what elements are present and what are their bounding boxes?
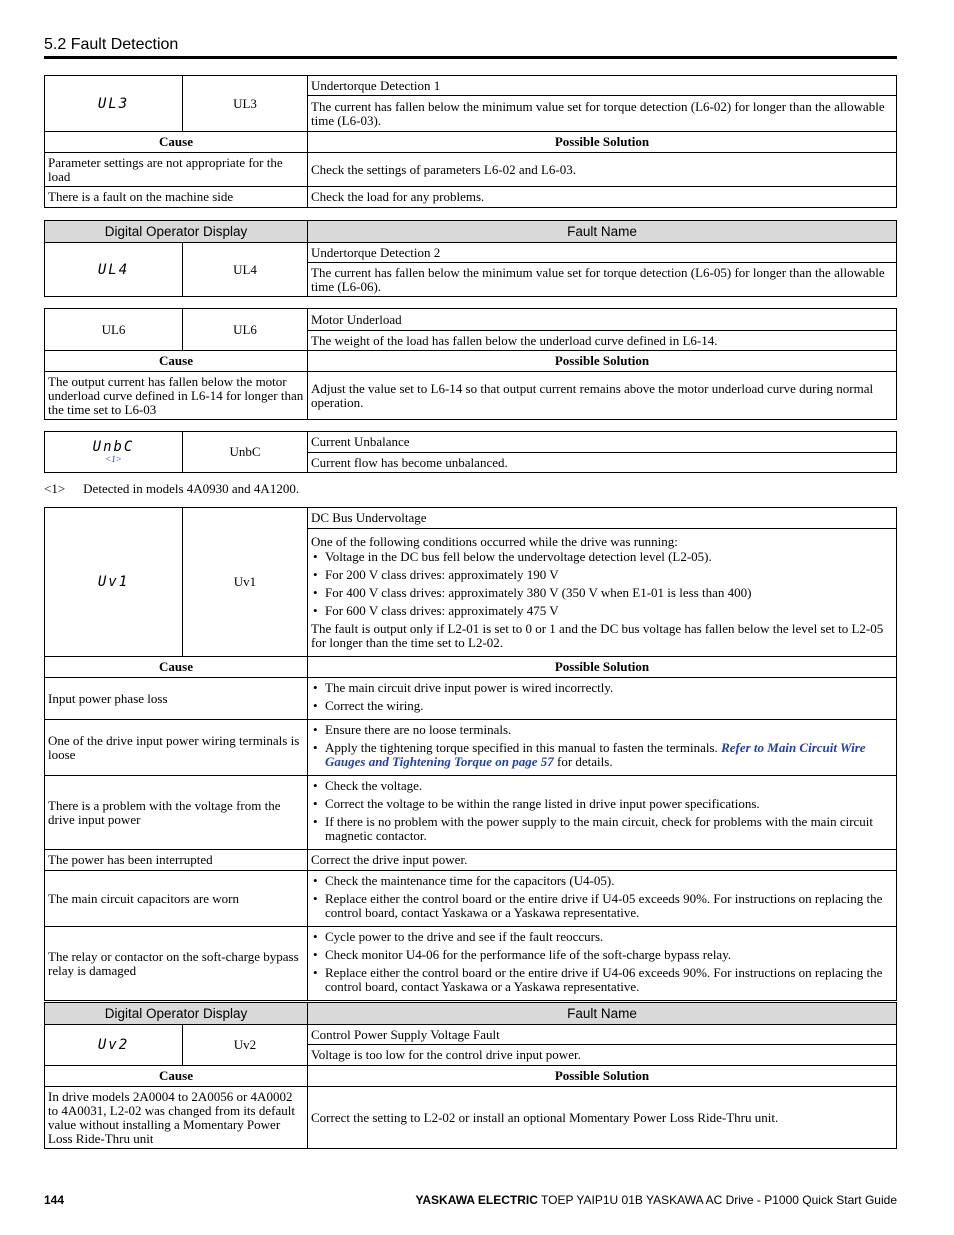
solution-bullet: • Replace either the control board or the entire drive if U4-05 exceeds 90%. For instructions on replacing the control board, contact Yaskawa or a Yaskawa representative. <box>311 892 893 920</box>
solution-bullet: • The main circuit drive input power is wired incorrectly. <box>311 681 893 695</box>
solution-bullet: • Ensure there are no loose terminals. <box>311 723 893 737</box>
display-header: Digital Operator Display <box>45 221 308 243</box>
description-bullet: • Voltage in the DC bus fell below the undervoltage detection level (L2-05). <box>311 550 893 564</box>
solution-cell: Adjust the value set to L6-14 so that output current remains above the motor underload curve during normal operation. <box>308 372 897 420</box>
operator-display-cell <box>45 243 183 297</box>
solution-bullet: • Check the voltage. <box>311 779 893 793</box>
cause-header: Cause <box>45 657 308 678</box>
cause-cell: Parameter settings are not appropriate for the load <box>45 153 308 187</box>
fault-description: The weight of the load has fallen below the underload curve defined in L6-14. <box>308 331 897 351</box>
operator-display: UnbC <box>92 439 135 455</box>
cause-cell: The output current has fallen below the motor underload curve defined in L6-14 for longer than the time set to L6-03 <box>45 372 308 420</box>
operator-display-cell <box>45 76 183 132</box>
section-title: 5.2 Fault Detection <box>44 36 179 53</box>
fault-code: UL4 <box>183 243 308 297</box>
footer-brand: YASKAWA ELECTRIC <box>415 1193 538 1207</box>
solution-bullet: • Check the maintenance time for the capacitors (U4-05). <box>311 874 893 888</box>
cause-cell: There is a fault on the machine side <box>45 187 308 208</box>
operator-display: Uv2 <box>97 1037 130 1053</box>
fault-name: Current Unbalance <box>308 432 897 453</box>
page-reference-link[interactable]: Refer to Main Circuit Wire Gauges and Tightening Torque on page 57 <box>325 740 866 769</box>
footnote-ref: <1> <box>105 454 122 464</box>
cause-cell: In drive models 2A0004 to 2A0056 or 4A0002 to 4A0031, L2-02 was changed from its default value without installing a Momentary Power Loss Ride-Thru unit <box>45 1087 308 1149</box>
fault-table-uv1 <box>44 507 897 1001</box>
footnote-marker: <1> <box>44 481 66 496</box>
description-bullet: • For 600 V class drives: approximately 475 V <box>311 604 893 618</box>
page-footer <box>44 1193 897 1209</box>
cause-header: Cause <box>45 132 308 153</box>
solution-header: Possible Solution <box>308 132 897 153</box>
cause-cell: One of the drive input power wiring terminals is loose <box>45 720 308 776</box>
fault-name: Undertorque Detection 2 <box>308 243 897 263</box>
fault-table-ul4 <box>44 220 897 297</box>
section-header <box>44 34 897 59</box>
solution-cell: Check the settings of parameters L6-02 and L6-03. <box>308 153 897 187</box>
cause-cell: Input power phase loss <box>45 678 308 720</box>
description-outro: The fault is output only if L2-01 is set to 0 or 1 and the DC bus voltage has fallen below the level set to L2-05 for longer than the time set to L2-02. <box>311 621 884 650</box>
fault-table-uv2 <box>44 1002 897 1149</box>
cause-header: Cause <box>45 1066 308 1087</box>
fault-code: UL3 <box>183 76 308 132</box>
solution-cell: Correct the setting to L2-02 or install an optional Momentary Power Loss Ride-Thru unit. <box>308 1087 897 1149</box>
solution-header: Possible Solution <box>308 351 897 372</box>
operator-display-cell <box>45 508 183 657</box>
cause-cell: The relay or contactor on the soft-charge bypass relay is damaged <box>45 927 308 1001</box>
operator-display-cell <box>45 1025 183 1066</box>
description-list <box>311 550 893 618</box>
fault-name-header: Fault Name <box>308 1003 897 1025</box>
solution-bullet: • Check monitor U4-06 for the performance life of the soft-charge bypass relay. <box>311 948 893 962</box>
fault-description: The current has fallen below the minimum value set for torque detection (L6-05) for longer than the allowable time (L6-06). <box>308 263 897 297</box>
cause-cell: The power has been interrupted <box>45 850 308 871</box>
solution-cell <box>308 871 897 927</box>
footnote-text: Detected in models 4A0930 and 4A1200. <box>83 481 300 496</box>
fault-code: UnbC <box>183 432 308 473</box>
page-number: 144 <box>44 1193 65 1207</box>
fault-table-unbc <box>44 431 897 473</box>
fault-name: Motor Underload <box>308 309 897 331</box>
fault-description: Current flow has become unbalanced. <box>308 453 897 473</box>
footnote <box>44 481 299 497</box>
fault-code: UL6 <box>183 309 308 351</box>
operator-display: UL3 <box>97 95 130 112</box>
solution-cell <box>308 776 897 850</box>
cause-header: Cause <box>45 351 308 372</box>
operator-display: UL4 <box>97 261 130 278</box>
solution-bullet: • Correct the wiring. <box>311 699 893 713</box>
solution-bullet: • Cycle power to the drive and see if the fault reoccurs. <box>311 930 893 944</box>
fault-table-ul3 <box>44 75 897 208</box>
description-bullet: • For 400 V class drives: approximately 380 V (350 V when E1-01 is less than 400) <box>311 586 893 600</box>
display-header: Digital Operator Display <box>45 1003 308 1025</box>
solution-bullet: • Replace either the control board or the entire drive if U4-06 exceeds 90%. For instructions on replacing the control board, contact Yaskawa or a Yaskawa representative. <box>311 966 893 994</box>
solution-cell <box>308 720 897 776</box>
fault-table-ul6 <box>44 308 897 420</box>
solution-bullet: • Apply the tightening torque specified in this manual to fasten the terminals. Refer to Main Circuit Wire Gauges and Tightening Torque on page 57 for details. <box>311 741 893 769</box>
fault-description <box>308 529 897 657</box>
fault-code: Uv1 <box>183 508 308 657</box>
cause-cell: The main circuit capacitors are worn <box>45 871 308 927</box>
solution-cell <box>308 927 897 1001</box>
operator-display: Uv1 <box>97 574 130 590</box>
operator-display: UL6 <box>45 309 183 351</box>
solution-bullet: • Correct the voltage to be within the range listed in drive input power specifications. <box>311 797 893 811</box>
solution-header: Possible Solution <box>308 1066 897 1087</box>
fault-name-header: Fault Name <box>308 221 897 243</box>
fault-description: The current has fallen below the minimum value set for torque detection (L6-02) for longer than the allowable time (L6-03). <box>308 96 897 132</box>
solution-cell: Correct the drive input power. <box>308 850 897 871</box>
footer-title <box>415 1193 897 1207</box>
description-intro: One of the following conditions occurred while the drive was running: <box>311 534 678 549</box>
solution-bullet: • If there is no problem with the power supply to the main circuit, check for problems with the main circuit magnetic contactor. <box>311 815 893 843</box>
fault-name: Undertorque Detection 1 <box>308 76 897 96</box>
fault-name: Control Power Supply Voltage Fault <box>308 1025 897 1045</box>
fault-name: DC Bus Undervoltage <box>308 508 897 529</box>
solution-cell <box>308 678 897 720</box>
operator-display-cell <box>45 432 183 473</box>
cause-cell: There is a problem with the voltage from the drive input power <box>45 776 308 850</box>
solution-header: Possible Solution <box>308 657 897 678</box>
fault-code: Uv2 <box>183 1025 308 1066</box>
fault-description: Voltage is too low for the control drive input power. <box>308 1045 897 1066</box>
solution-cell: Check the load for any problems. <box>308 187 897 208</box>
footer-doc-title: TOEP YAIP1U 01B YASKAWA AC Drive - P1000 Quick Start Guide <box>537 1193 897 1207</box>
description-bullet: • For 200 V class drives: approximately 190 V <box>311 568 893 582</box>
